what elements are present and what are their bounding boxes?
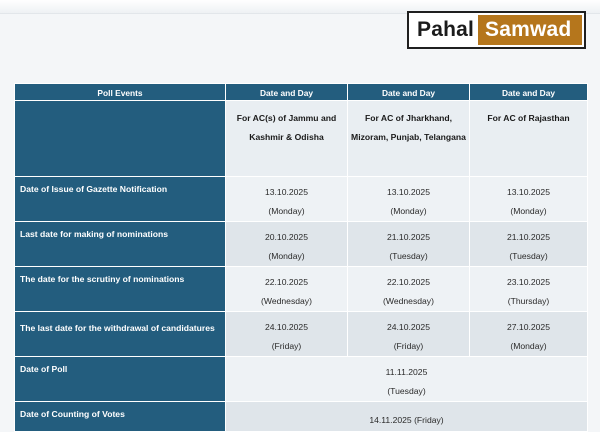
date-text: 13.10.2025	[264, 187, 308, 197]
date-text: 23.10.2025	[506, 277, 550, 287]
event-scrutiny-nominations: The date for the scrutiny of nominations	[15, 267, 226, 312]
day-text: (Monday)	[268, 251, 305, 261]
subheader-jharkhand-mizoram-punjab-telangana: For AC of Jharkhand, Mizoram, Punjab, Telangana	[348, 101, 470, 177]
date-cell	[226, 267, 348, 312]
event-counting-of-votes: Date of Counting of Votes	[15, 402, 226, 432]
date-cell	[470, 177, 588, 222]
date-cell	[348, 312, 470, 357]
pahal-samwad-logo	[407, 11, 586, 49]
date-cell	[226, 222, 348, 267]
logo-part-pahal: Pahal	[417, 18, 475, 41]
day-text: (Friday)	[271, 341, 302, 351]
day-text: (Tuesday)	[389, 251, 428, 261]
date-cell	[226, 177, 348, 222]
date-cell	[348, 222, 470, 267]
header-date-day-2: Date and Day	[348, 84, 470, 101]
poll-date-cell	[226, 357, 588, 402]
date-text: 24.10.2025	[264, 322, 308, 332]
date-text: 22.10.2025	[386, 277, 430, 287]
event-withdrawal-candidatures: The last date for the withdrawal of candidatures	[15, 312, 226, 357]
header-poll-events: Poll Events	[15, 84, 226, 101]
day-text: (Wednesday)	[383, 296, 434, 306]
table-row	[15, 312, 588, 357]
date-text: 21.10.2025	[506, 232, 550, 242]
event-date-of-poll: Date of Poll	[15, 357, 226, 402]
header-date-day-3: Date and Day	[470, 84, 588, 101]
subheader-rajasthan: For AC of Rajasthan	[470, 101, 588, 177]
date-text: 11.11.2025	[385, 367, 428, 377]
table-row-poll	[15, 357, 588, 402]
subheader-blank	[15, 101, 226, 177]
day-text: (Thursday)	[507, 296, 550, 306]
day-text: (Monday)	[510, 206, 547, 216]
date-text: 21.10.2025	[386, 232, 430, 242]
day-text: (Monday)	[510, 341, 547, 351]
date-text: 20.10.2025	[264, 232, 308, 242]
subheader-jk-odisha: For AC(s) of Jammu and Kashmir & Odisha	[226, 101, 348, 177]
date-text: 13.10.2025	[386, 187, 430, 197]
table-row	[15, 267, 588, 312]
day-text: (Monday)	[268, 206, 305, 216]
day-text: (Monday)	[390, 206, 427, 216]
table-row	[15, 177, 588, 222]
date-cell	[470, 222, 588, 267]
header-date-day-1: Date and Day	[226, 84, 348, 101]
subheader-row	[15, 101, 588, 177]
date-cell	[348, 267, 470, 312]
date-cell	[348, 177, 470, 222]
date-text: 24.10.2025	[386, 322, 430, 332]
table-row-counting	[15, 402, 588, 432]
day-text: (Wednesday)	[261, 296, 312, 306]
event-gazette-notification: Date of Issue of Gazette Notification	[15, 177, 226, 222]
logo-part-samwad: Samwad	[478, 15, 582, 45]
day-text: (Tuesday)	[387, 386, 426, 396]
date-cell	[470, 312, 588, 357]
header-row	[15, 84, 588, 101]
date-text: 13.10.2025	[506, 187, 550, 197]
date-text: 22.10.2025	[264, 277, 308, 287]
date-text: 27.10.2025	[506, 322, 550, 332]
date-cell	[226, 312, 348, 357]
date-cell	[470, 267, 588, 312]
day-text: (Tuesday)	[509, 251, 548, 261]
table-row	[15, 222, 588, 267]
poll-schedule-table	[14, 83, 588, 432]
event-last-date-nominations: Last date for making of nominations	[15, 222, 226, 267]
counting-date-cell: 14.11.2025 (Friday)	[226, 402, 588, 432]
day-text: (Friday)	[393, 341, 424, 351]
